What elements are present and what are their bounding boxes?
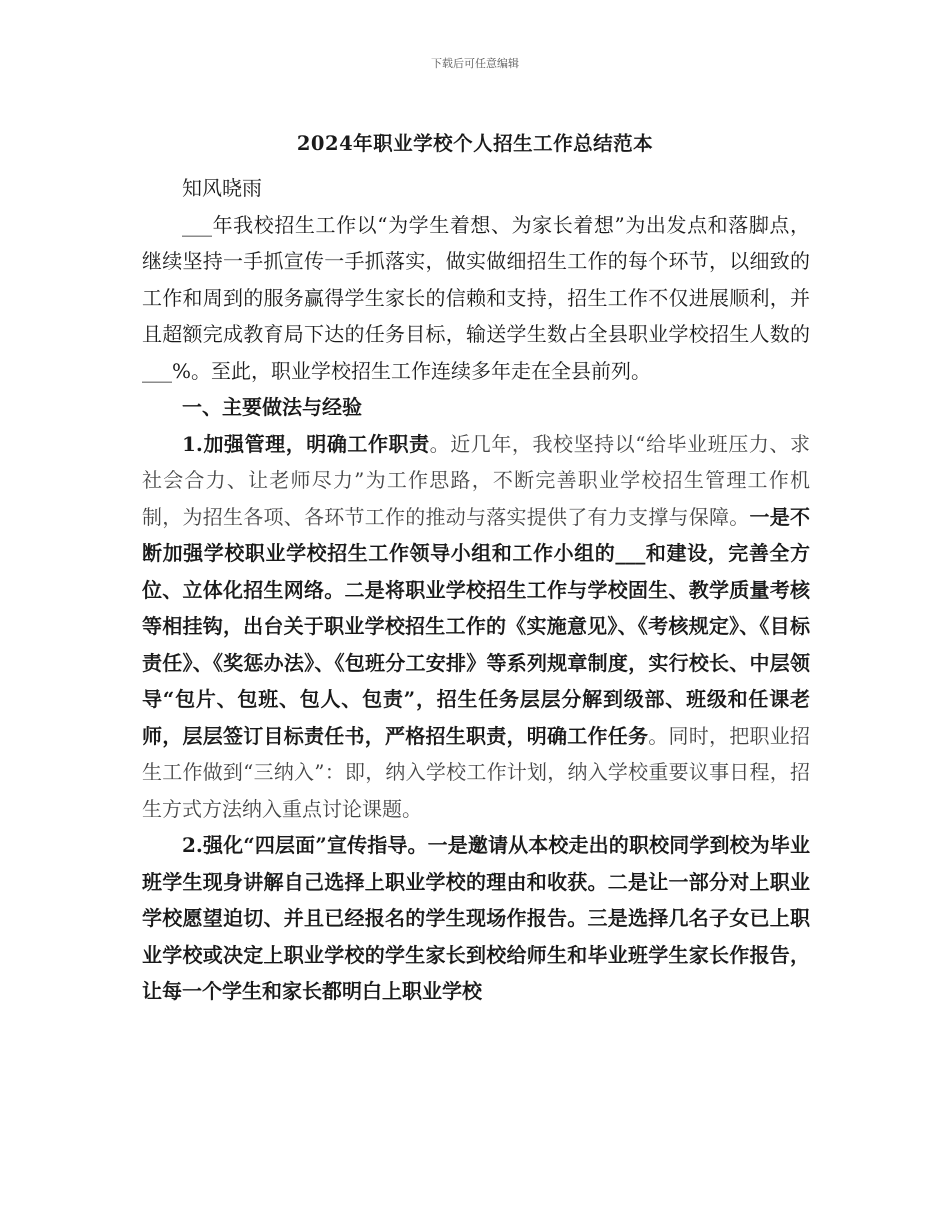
paragraph-2-lead: 2.强化“四层面”宣传指导 <box>182 833 408 857</box>
page-header-note: 下载后可任意编辑 <box>431 57 519 70</box>
document-title: 2024年职业学校个人招生工作总结范本 <box>296 132 654 155</box>
paragraph-1-tail: 。同时，把职业招生工作做到“三纳入”：即，纳入学校工作计划，纳入学校重要议事日程，招生方式方法纳入重点讨论课题。 <box>142 723 810 821</box>
paragraph-2-text: 。一是邀请从本校走出的职校同学到校为毕业班学生现身讲解自己选择上职业学校的理由和收获。二是让一部分对上职业学校愿望迫切、并且已经报名的学生现场作报告。三是选择几名子女已上职业学校或决定上职业学校的学生家长到校给师生和毕业班学生家长作报告，让每一个学生和家长都明白上职业学校 <box>142 833 811 1003</box>
section-heading-1: 一、主要做法与经验 <box>182 395 362 419</box>
paragraph-1-bold: 一是不断加强学校职业学校招生工作领导小组和工作小组的___和建设，完善全方位、立体化招生网络。二是将职业学校招生工作与学校固生、教学质量考核等相挂钩，出台关于职业学校招生工作的《实施意见》、《考核规定》、《目标责任》、《奖惩办法》、《包班分工安排》等系列规章制度，实行校长、中层领导“包片、包班、包人、包责”，招生任务层层分解到级部、班级和任课老师，层层签订目标责任书，严格招生职责，明确工作任务 <box>142 504 810 748</box>
paragraph-1 <box>142 426 810 828</box>
paragraph-2 <box>142 827 810 1010</box>
paragraph-1-lead: 1.加强管理，明确工作职责 <box>182 431 430 456</box>
intro-paragraph: ___年我校招生工作以“为学生着想、为家长着想”为出发点和落脚点，继续坚持一手抓宣传一手抓落实，做实做细招生工作的每个环节，以细致的工作和周到的服务赢得学生家长的信赖和支持，招生工作不仅进展顺利，并且超额完成教育局下达的任务目标，输送学生数占全县职业学校招生人数的___%。至此，职业学校招生工作连续多年走在全县前列。 <box>142 212 810 383</box>
paragraph-1-text: 。近几年，我校坚持以“给毕业班压力、求社会合力、让老师尽力”为工作思路，不断完善职业学校招生管理工作机制，为招生各项、各环节工作的推动与落实提供了有力支撑与保障。 <box>142 431 810 529</box>
author-line: 知风晓雨 <box>182 176 262 200</box>
document-body <box>142 170 810 1010</box>
